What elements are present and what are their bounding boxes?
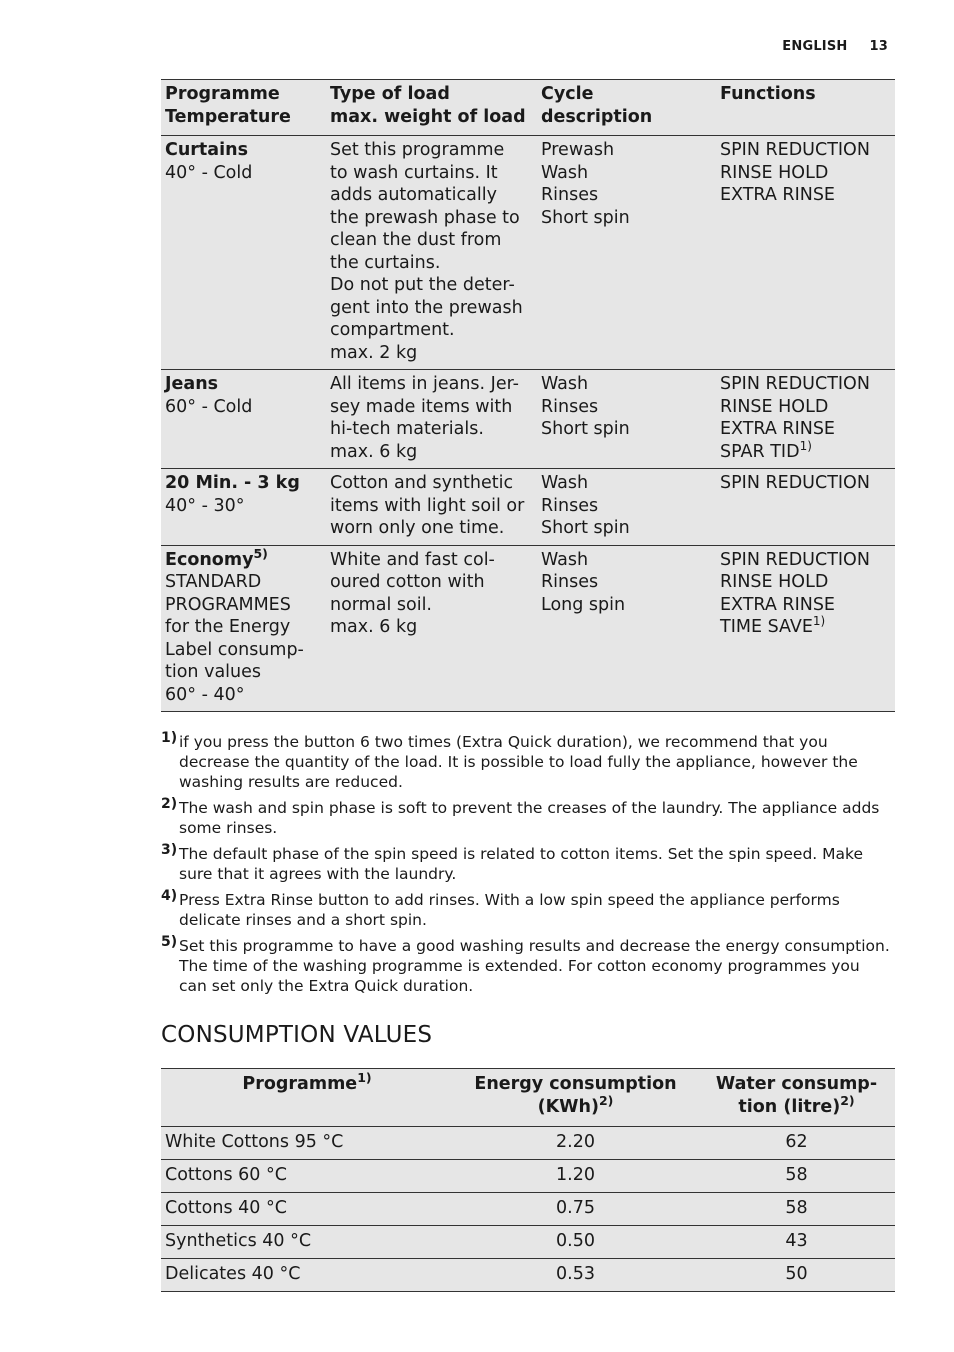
programme-detail: Label consump- xyxy=(165,639,304,660)
table-row xyxy=(161,370,895,469)
load-line: White and fast col- xyxy=(330,549,495,570)
water-cell: 50 xyxy=(698,1259,895,1292)
water-cell: 58 xyxy=(698,1160,895,1193)
load-cell xyxy=(326,370,537,469)
load-line: max. 6 kg xyxy=(330,441,418,462)
programme-cell: Delicates 40 °C xyxy=(161,1259,453,1292)
footnote-line: delicate rinses and a short spin. xyxy=(179,911,427,929)
load-line: clean the dust from xyxy=(330,230,502,250)
header-water xyxy=(698,1069,895,1127)
table-row xyxy=(161,1259,895,1292)
load-line: the prewash phase to xyxy=(330,207,520,228)
programme-cell: White Cottons 95 °C xyxy=(161,1127,453,1160)
programme-name: Jeans xyxy=(165,374,219,394)
cycle-line: Wash xyxy=(541,162,589,183)
cycle-cell xyxy=(537,370,716,469)
load-line: the curtains. xyxy=(330,252,441,273)
footnote-ref: 2) xyxy=(598,1092,614,1108)
load-line: Set this programme xyxy=(330,140,505,160)
footnote-line: The default phase of the spin speed is related to cotton items. Set the spin speed. Make xyxy=(179,845,863,863)
footnote-number: 3) xyxy=(161,842,178,858)
programme-name: Curtains xyxy=(165,140,248,160)
load-line: to wash curtains. It xyxy=(330,162,498,183)
load-line: adds automatically xyxy=(330,185,497,205)
footnote xyxy=(161,936,897,996)
footnote-ref: 1) xyxy=(357,1070,372,1085)
footnote-line: washing results are reduced. xyxy=(179,773,403,791)
cycle-cell xyxy=(537,469,716,546)
function-item: SPIN REDUCTION xyxy=(720,549,870,570)
cycle-cell xyxy=(537,545,716,712)
footnote-line: sure that it agrees with the laundry. xyxy=(179,865,457,883)
programme-cell: Cottons 60 °C xyxy=(161,1160,453,1193)
table-row xyxy=(161,1226,895,1259)
function-item: SPAR TID$^{1)}$ xyxy=(720,438,812,462)
load-line: gent into the prewash xyxy=(330,297,523,318)
header-line: Water consump- xyxy=(715,1074,878,1094)
load-line: compartment. xyxy=(330,320,455,340)
programme-cell xyxy=(161,469,326,546)
footnote-number: 1) xyxy=(161,730,178,746)
consumption-header xyxy=(161,1069,895,1127)
load-line: Do not put the deter- xyxy=(330,275,515,295)
load-line: oured cotton with xyxy=(330,572,485,592)
programme-cell xyxy=(161,370,326,469)
footnote-ref: 1) xyxy=(799,438,812,453)
function-item: RINSE HOLD xyxy=(720,162,829,183)
header-cycle: Cycle description xyxy=(537,80,716,136)
header-energy xyxy=(453,1069,698,1127)
function-item: SPIN REDUCTION xyxy=(720,374,870,394)
footnote-number: 2) xyxy=(161,796,178,812)
cycle-line: Short spin xyxy=(541,207,630,228)
cycle-line: Rinses xyxy=(541,495,599,516)
programme-name: Economy$^{5)}$ xyxy=(165,545,268,570)
footnote-ref: 5) xyxy=(253,545,268,561)
programme-table-body xyxy=(161,136,895,712)
header-type-of-load: Type of load max. weight of load xyxy=(326,80,537,136)
header-line: Energy consumption xyxy=(474,1074,677,1094)
function-item: EXTRA RINSE xyxy=(720,594,835,615)
water-cell: 62 xyxy=(698,1127,895,1160)
load-cell xyxy=(326,469,537,546)
header-line: tion (litre)$^{2)}$ xyxy=(738,1092,855,1117)
section-title: CONSUMPTION VALUES xyxy=(161,1022,433,1048)
table-row xyxy=(161,1193,895,1226)
header-programme xyxy=(161,1069,453,1127)
footnote-number: 5) xyxy=(161,934,178,950)
load-line: max. 6 kg xyxy=(330,617,418,637)
cycle-line: Prewash xyxy=(541,140,615,160)
energy-cell: 2.20 xyxy=(453,1127,698,1160)
functions-cell xyxy=(716,136,895,370)
consumption-body xyxy=(161,1127,895,1292)
footnote-line: decrease the quantity of the load. It is possible to load fully the appliance, however the xyxy=(179,753,858,771)
footnote-ref: 1) xyxy=(812,614,826,628)
footnote-line: The time of the washing programme is extended. For cotton economy programmes you xyxy=(179,957,860,975)
table-row xyxy=(161,1160,895,1193)
table-row xyxy=(161,469,895,546)
header-programme: Programme Temperature xyxy=(161,80,326,136)
footnote xyxy=(161,732,897,792)
load-line: normal soil. xyxy=(330,594,432,615)
cycle-line: Wash xyxy=(541,549,589,570)
cycle-line: Wash xyxy=(541,473,589,493)
energy-cell: 0.53 xyxy=(453,1259,698,1292)
cycle-line: Rinses xyxy=(541,572,599,592)
energy-cell: 0.50 xyxy=(453,1226,698,1259)
footnote-line: Set this programme to have a good washing results and decrease the energy consumption. xyxy=(179,937,890,955)
functions-cell xyxy=(716,545,895,712)
cycle-line: Rinses xyxy=(541,396,599,417)
function-item: EXTRA RINSE xyxy=(720,185,835,205)
programme-detail: PROGRAMMES xyxy=(165,594,291,615)
page-header xyxy=(782,39,888,54)
load-line: sey made items with xyxy=(330,396,513,417)
footnote-line: can set only the Extra Quick duration. xyxy=(179,977,474,995)
programme-cell xyxy=(161,545,326,712)
programme-detail: 40° - Cold xyxy=(165,162,253,183)
footnote-number: 4) xyxy=(161,888,178,904)
footnote xyxy=(161,844,897,884)
programme-cell: Cottons 40 °C xyxy=(161,1193,453,1226)
function-item: TIME SAVE$^{1)}$ xyxy=(720,614,826,637)
table-row xyxy=(161,1127,895,1160)
functions-cell xyxy=(716,469,895,546)
footnote xyxy=(161,890,897,930)
load-line: hi-tech materials. xyxy=(330,419,484,439)
table-row xyxy=(161,545,895,712)
cycle-line: Long spin xyxy=(541,594,626,615)
cycle-cell xyxy=(537,136,716,370)
load-line: max. 2 kg xyxy=(330,342,418,363)
page-number: 13 xyxy=(869,39,888,54)
programme-table-header xyxy=(161,80,895,136)
load-line: All items in jeans. Jer- xyxy=(330,374,519,394)
energy-cell: 0.75 xyxy=(453,1193,698,1226)
footnote-line: Press Extra Rinse button to add rinses. With a low spin speed the appliance performs xyxy=(179,891,840,909)
programme-detail: 60° - Cold xyxy=(165,396,253,417)
programme-detail: for the Energy xyxy=(165,617,291,637)
cycle-line: Rinses xyxy=(541,185,599,205)
footnote-ref: 2) xyxy=(840,1092,855,1108)
footnote-line: if you press the button 6 two times (Extra Quick duration), we recommend that you xyxy=(179,733,828,751)
load-cell xyxy=(326,136,537,370)
load-line: worn only one time. xyxy=(330,518,505,538)
functions-cell xyxy=(716,370,895,469)
programme-detail: 40° - 30° xyxy=(165,495,245,516)
energy-cell: 1.20 xyxy=(453,1160,698,1193)
function-item: EXTRA RINSE xyxy=(720,419,835,439)
header-line: (KWh)$^{2)}$ xyxy=(537,1092,614,1117)
footnote-line: some rinses. xyxy=(179,819,278,837)
load-cell xyxy=(326,545,537,712)
footnotes xyxy=(161,732,897,1002)
function-item: SPIN REDUCTION xyxy=(720,140,870,160)
programme-cell: Synthetics 40 °C xyxy=(161,1226,453,1259)
footnote-line: The wash and spin phase is soft to prevent the creases of the laundry. The appliance adds xyxy=(179,799,880,817)
function-item: RINSE HOLD xyxy=(720,396,829,417)
function-item: SPIN REDUCTION xyxy=(720,473,870,493)
programme-table xyxy=(161,79,895,712)
footnote xyxy=(161,798,897,838)
programme-detail: 60° - 40° xyxy=(165,684,245,705)
cycle-line: Wash xyxy=(541,374,589,394)
load-line: items with light soil or xyxy=(330,495,525,516)
cycle-line: Short spin xyxy=(541,518,630,538)
programme-cell xyxy=(161,136,326,370)
water-cell: 43 xyxy=(698,1226,895,1259)
cycle-line: Short spin xyxy=(541,419,630,439)
programme-name: 20 Min. - 3 kg xyxy=(165,473,300,493)
programme-detail: tion values xyxy=(165,662,262,682)
function-item: RINSE HOLD xyxy=(720,572,829,592)
water-cell: 58 xyxy=(698,1193,895,1226)
header-line: Programme$^{1)}$ xyxy=(242,1070,372,1094)
header-functions: Functions xyxy=(716,80,895,136)
load-line: Cotton and synthetic xyxy=(330,473,514,493)
table-row xyxy=(161,136,895,370)
header-language: ENGLISH xyxy=(782,39,848,54)
programme-detail: STANDARD xyxy=(165,572,262,592)
consumption-table xyxy=(161,1068,895,1292)
